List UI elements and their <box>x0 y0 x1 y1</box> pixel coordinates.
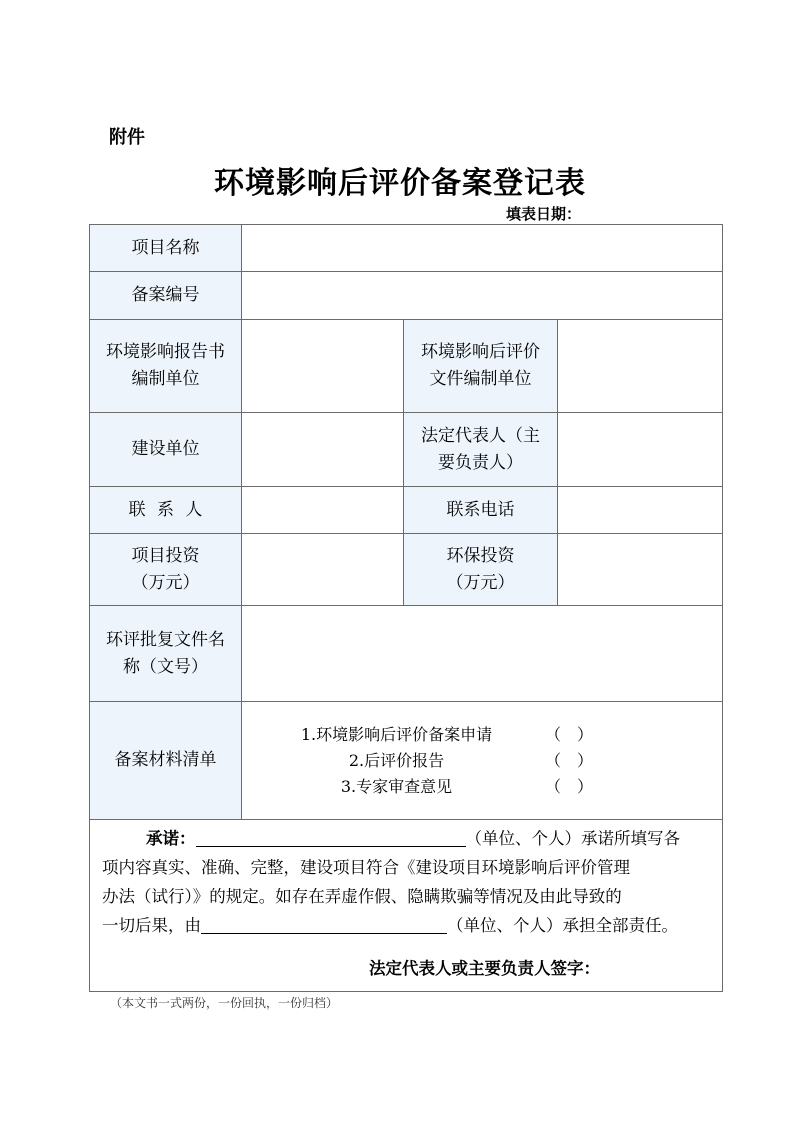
page-title: 环境影响后评价备案登记表 <box>214 166 586 201</box>
project-investment-text: 项目投资（万元） <box>131 545 200 593</box>
material-item-text: 2.后评价报告 <box>348 750 445 770</box>
signature-label: 法定代表人或主要负责人签字： <box>369 959 601 978</box>
material-checkbox[interactable]: （ ） <box>544 750 593 770</box>
material-item-text: 3.专家审查意见 <box>340 776 453 796</box>
row-filing-number <box>90 272 723 320</box>
project-investment-field[interactable] <box>242 534 404 606</box>
promise-unit-blank-1[interactable] <box>196 826 466 847</box>
legal-rep-label <box>404 413 558 487</box>
materials-list <box>242 714 722 808</box>
materials-label: 备案材料清单 <box>90 702 242 820</box>
material-item <box>254 722 722 748</box>
filing-number-field[interactable] <box>242 272 723 320</box>
contact-person-label: 联 系 人 <box>90 487 242 534</box>
contact-phone-field[interactable] <box>558 487 723 534</box>
promise-line-2: 项内容真实、准确、完整，建设项目符合《建设项目环境影响后评价管理 <box>102 858 630 877</box>
eia-approval-label <box>90 606 242 702</box>
promise-block <box>90 820 722 989</box>
eia-report-unit-label <box>90 320 242 413</box>
row-materials <box>90 702 723 820</box>
row-project-name <box>90 225 723 272</box>
row-compilation-units <box>90 320 723 413</box>
material-item-text: 1.环境影响后评价备案申请 <box>300 724 493 744</box>
post-eval-unit-text: 环境影响后评价文件编制单位 <box>421 342 540 389</box>
footnote: （本文书一式两份，一份回执，一份归档） <box>110 996 339 1010</box>
legal-rep-text: 法定代表人（主要负责人） <box>421 425 540 473</box>
material-item <box>254 748 722 774</box>
promise-line-4 <box>102 911 712 940</box>
fill-date-label: 填表日期： <box>506 205 582 223</box>
promise-label: 承诺： <box>146 829 196 848</box>
material-item <box>254 774 722 800</box>
promise-line-3: 办法（试行）》的规定。如存在弄虚作假、隐瞒欺骗等情况及由此导致的 <box>102 887 622 906</box>
construction-unit-label: 建设单位 <box>90 413 242 487</box>
promise-text-1: （单位、个人）承诺所填写各 <box>465 829 680 848</box>
legal-rep-field[interactable] <box>558 413 723 487</box>
promise-cell <box>90 820 723 992</box>
row-eia-approval <box>90 606 723 702</box>
eia-approval-field[interactable] <box>242 606 723 702</box>
project-investment-label <box>90 534 242 606</box>
materials-list-cell <box>242 702 723 820</box>
attachment-label: 附件 <box>109 127 145 148</box>
row-promise <box>90 820 723 992</box>
eia-report-unit-field[interactable] <box>242 320 404 413</box>
promise-text-4a: 一切后果，由 <box>102 916 201 935</box>
project-name-field[interactable] <box>242 225 723 272</box>
env-investment-field[interactable] <box>558 534 723 606</box>
post-eval-unit-field[interactable] <box>558 320 723 413</box>
env-investment-label <box>404 534 558 606</box>
filing-number-label: 备案编号 <box>90 272 242 320</box>
contact-phone-label: 联系电话 <box>404 487 558 534</box>
contact-person-field[interactable] <box>242 487 404 534</box>
eia-report-unit-text: 环境影响报告书编制单位 <box>106 342 225 389</box>
promise-unit-blank-2[interactable] <box>201 913 447 934</box>
env-investment-text: 环保投资（万元） <box>446 545 515 593</box>
promise-text-4b: （单位、个人）承担全部责任。 <box>447 916 678 935</box>
row-contact <box>90 487 723 534</box>
project-name-label: 项目名称 <box>90 225 242 272</box>
material-checkbox[interactable]: （ ） <box>544 776 593 796</box>
material-checkbox[interactable]: （ ） <box>544 724 593 744</box>
construction-unit-field[interactable] <box>242 413 404 487</box>
row-construction-unit <box>90 413 723 487</box>
eia-approval-text: 环评批复文件名称（文号） <box>106 629 225 677</box>
post-eval-unit-label <box>404 320 558 413</box>
filing-form-table <box>89 224 723 992</box>
promise-line-1 <box>102 824 712 853</box>
row-investment <box>90 534 723 606</box>
